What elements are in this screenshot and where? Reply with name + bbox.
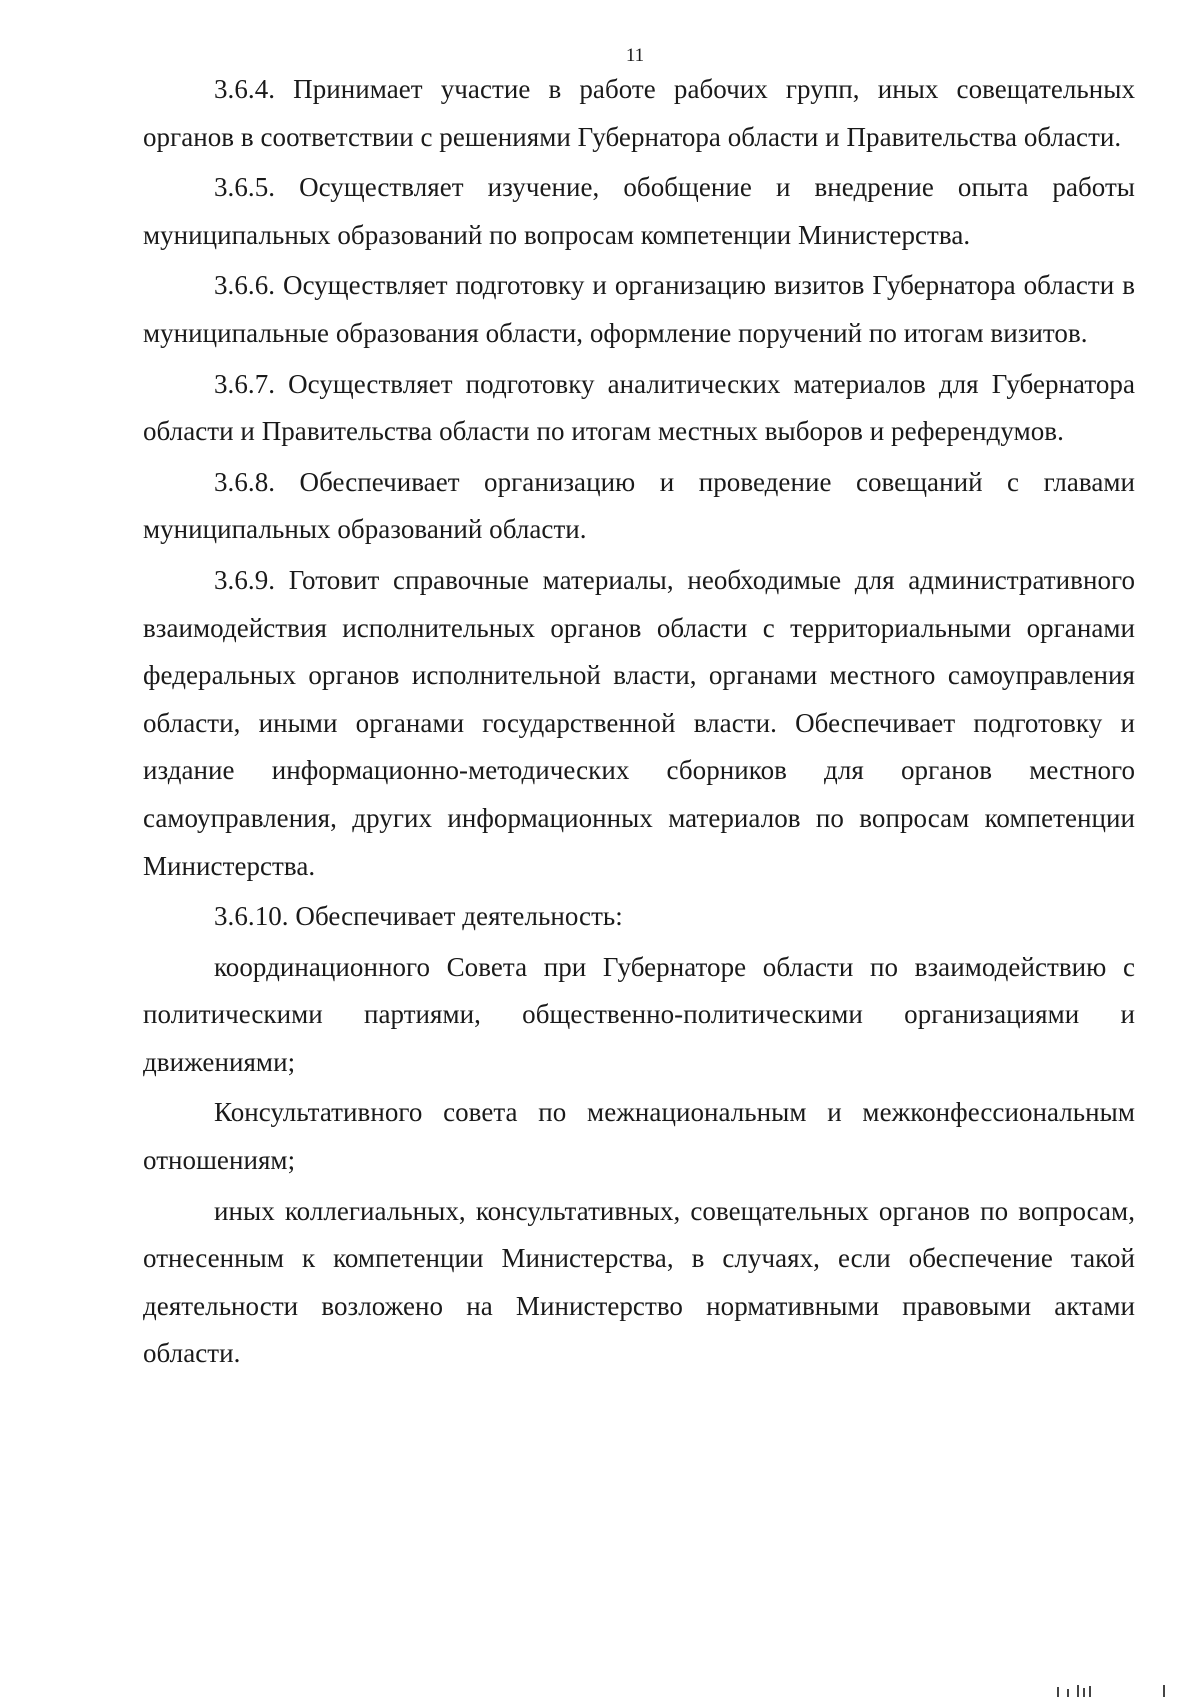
paragraph-3-6-9: 3.6.9. Готовит справочные материалы, необходимые для административного взаимодействия исполнительных органов области с территориальными органами федеральных органов исполнительной власти, органами местного самоуправления области, иными органами государственной власти. Обеспечивает подготовку и издание информационно-методических сборников для органов местного самоуправления, других информационных материалов по вопросам компетенции Министерства.	[143, 564, 1135, 881]
paragraph-3-6-6: 3.6.6. Осуществляет подготовку и организацию визитов Губернатора области в муниципальные образования области, оформление поручений по итогам визитов.	[143, 270, 1135, 348]
paragraph-3-6-8: 3.6.8. Обеспечивает организацию и проведение совещаний с главами муниципальных образований области.	[143, 466, 1135, 545]
page-number: 11	[625, 45, 645, 66]
scan-artifact-marks	[1055, 1683, 1175, 1697]
list-item-other-bodies: иных коллегиальных, консультативных, совещательных органов по вопросам, отнесенным к компетенции Министерства, в случаях, если обеспечение такой деятельности возложено на Министерство нормативными правовыми актами области.	[143, 1195, 1135, 1369]
paragraph-3-6-5: 3.6.5. Осуществляет изучение, обобщение и внедрение опыта работы муниципальных образований по вопросам компетенции Министерства.	[143, 172, 1135, 250]
paragraph-3-6-7: 3.6.7. Осуществляет подготовку аналитических материалов для Губернатора области и Правительства области по итогам местных выборов и референдумов.	[143, 368, 1135, 447]
list-item-advisory-council: Консультативного совета по межнациональным и межконфессиональным отношениям;	[143, 1097, 1135, 1176]
paragraph-3-6-10: 3.6.10. Обеспечивает деятельность:	[214, 901, 623, 932]
document-body	[143, 66, 1135, 1381]
paragraph-3-6-4: 3.6.4. Принимает участие в работе рабочих групп, иных совещательных органов в соответствии с решениями Губернатора области и Правительства области.	[143, 74, 1135, 152]
list-item-coordination-council: координационного Совета при Губернаторе области по взаимодействию с политическими партиями, общественно-политическими организациями и движениями;	[143, 951, 1135, 1077]
